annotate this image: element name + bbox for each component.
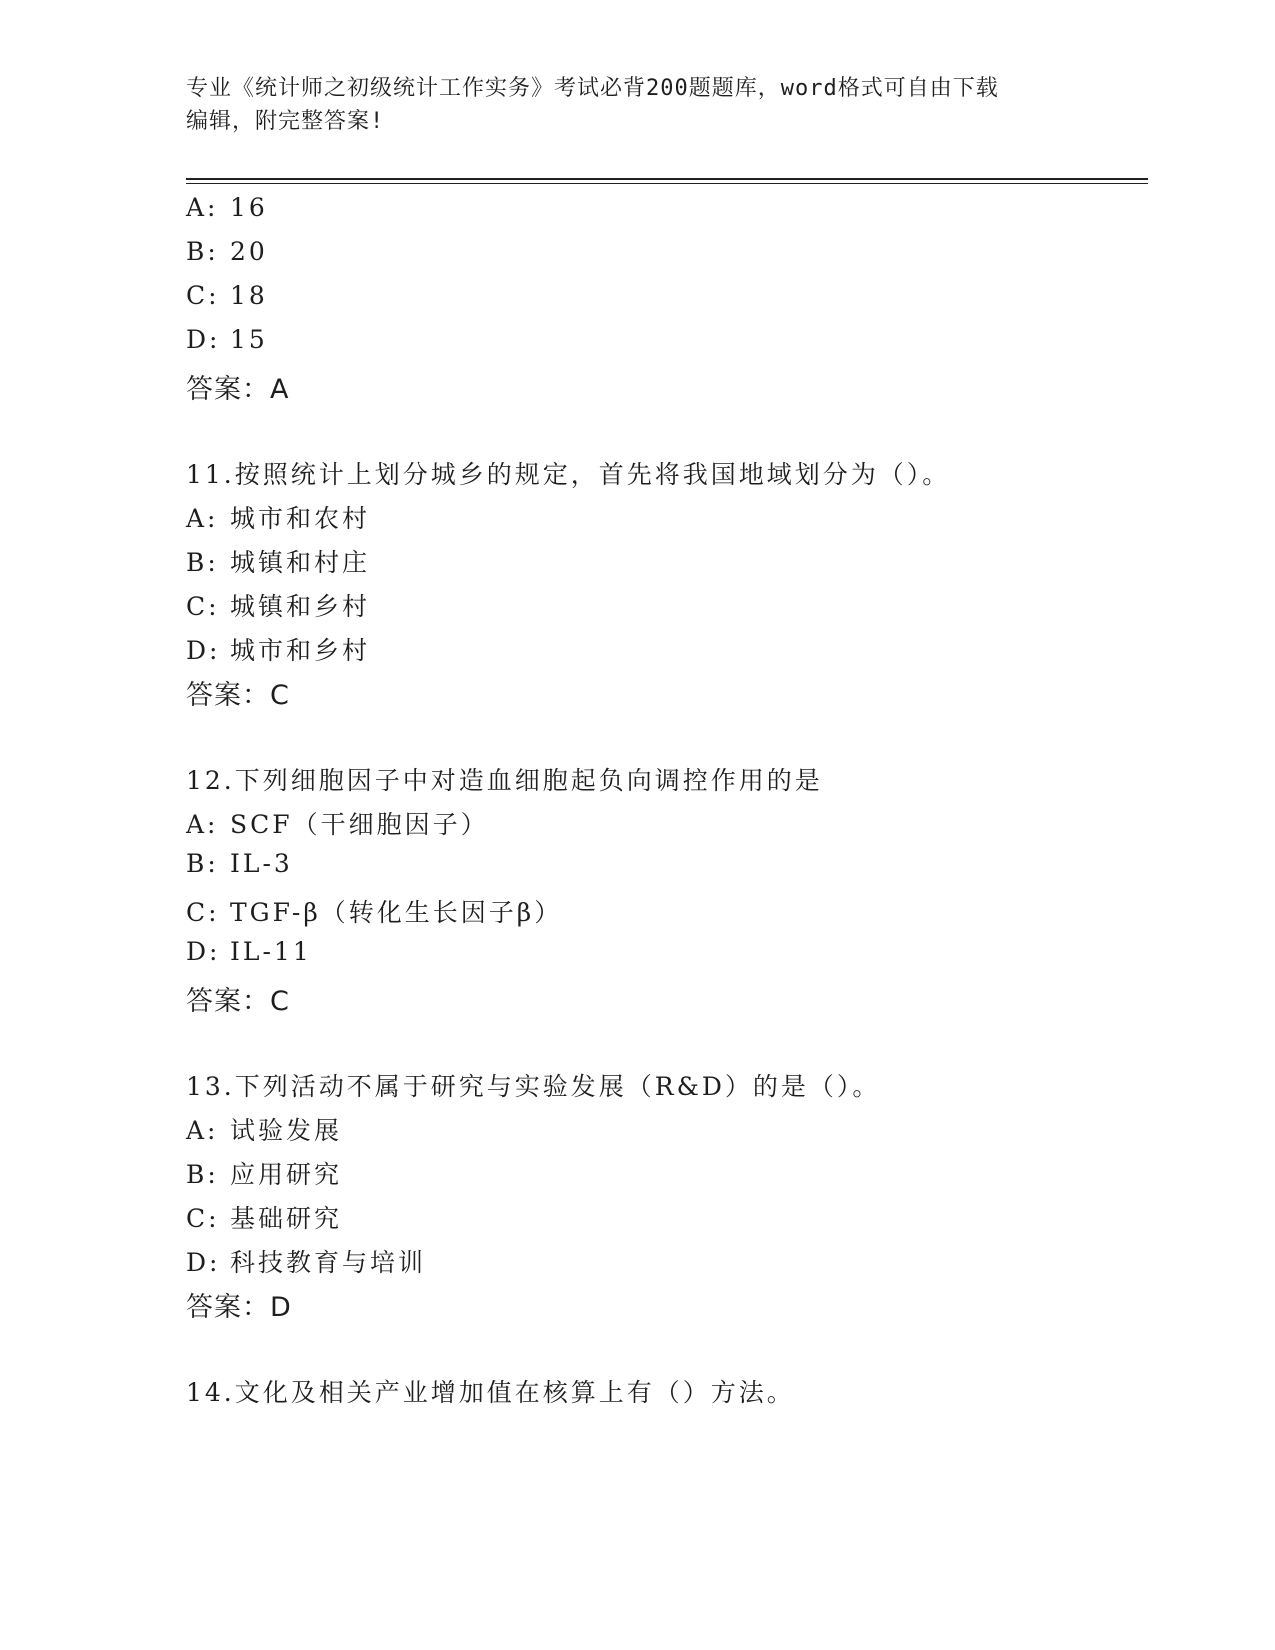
option-text: 应用研究 <box>230 1160 343 1189</box>
q10-answer: 答案：A <box>186 374 290 405</box>
option-text: 15 <box>230 325 268 354</box>
option-label: D: <box>186 937 221 966</box>
q11-option-b <box>186 543 370 579</box>
q10-option-c <box>186 281 268 310</box>
option-label: A: <box>186 193 219 222</box>
q14-question: 14.文化及相关产业增加值在核算上有（）方法。 <box>186 1378 795 1407</box>
option-label: B: <box>186 1160 219 1189</box>
option-text: 城镇和乡村 <box>230 592 371 621</box>
document-header <box>186 72 1066 138</box>
option-label: C: <box>186 898 220 927</box>
q10-option-b <box>186 237 268 266</box>
option-label: D: <box>186 1248 221 1277</box>
q12-option-a <box>186 805 489 841</box>
option-label: D: <box>186 636 221 665</box>
q12-option-d <box>186 937 312 966</box>
option-label: C: <box>186 1204 220 1233</box>
option-text: 20 <box>230 237 268 266</box>
q12-option-c <box>186 893 562 929</box>
q12-option-b <box>186 849 293 878</box>
header-line-2: 编辑，附完整答案! <box>186 109 385 134</box>
q13-option-c <box>186 1199 342 1235</box>
header-rule-thin <box>186 183 1148 184</box>
option-text: IL-3 <box>230 849 293 878</box>
option-label: D: <box>186 325 221 354</box>
option-text: 试验发展 <box>230 1116 343 1145</box>
option-label: A: <box>186 810 219 839</box>
option-label: C: <box>186 592 220 621</box>
q13-option-a <box>186 1111 342 1147</box>
option-label: B: <box>186 548 219 577</box>
option-label: B: <box>186 237 219 266</box>
header-line-1: 专业《统计师之初级统计工作实务》考试必背200题题库，word格式可自由下载 <box>186 76 999 101</box>
q13-answer: 答案：D <box>186 1292 292 1323</box>
q12-question: 12.下列细胞因子中对造血细胞起负向调控作用的是 <box>186 766 823 795</box>
q11-question: 11.按照统计上划分城乡的规定，首先将我国地域划分为（）。 <box>186 460 951 489</box>
q11-option-a <box>186 499 370 535</box>
q10-option-d <box>186 325 268 354</box>
option-text: 科技教育与培训 <box>230 1248 427 1277</box>
option-text: SCF（干细胞因子） <box>230 810 489 839</box>
option-text: 基础研究 <box>230 1204 343 1233</box>
q11-option-c <box>186 587 370 623</box>
option-label: C: <box>186 281 220 310</box>
q11-answer: 答案：C <box>186 680 290 711</box>
option-text: 16 <box>230 193 268 222</box>
option-text: 城镇和村庄 <box>230 548 371 577</box>
option-label: B: <box>186 849 219 878</box>
option-text: 城市和农村 <box>230 504 371 533</box>
q10-option-a <box>186 193 268 222</box>
q12-answer: 答案：C <box>186 986 290 1017</box>
header-rule-thick <box>186 178 1148 180</box>
q13-option-d <box>186 1243 426 1279</box>
option-text: 城市和乡村 <box>230 636 371 665</box>
option-text: TGF-β（转化生长因子β） <box>230 898 563 927</box>
option-label: A: <box>186 504 219 533</box>
q13-question: 13.下列活动不属于研究与实验发展（R&D）的是（）。 <box>186 1072 881 1101</box>
option-text: 18 <box>230 281 268 310</box>
q11-option-d <box>186 631 370 667</box>
option-label: A: <box>186 1116 219 1145</box>
q13-option-b <box>186 1155 342 1191</box>
option-text: IL-11 <box>230 937 312 966</box>
